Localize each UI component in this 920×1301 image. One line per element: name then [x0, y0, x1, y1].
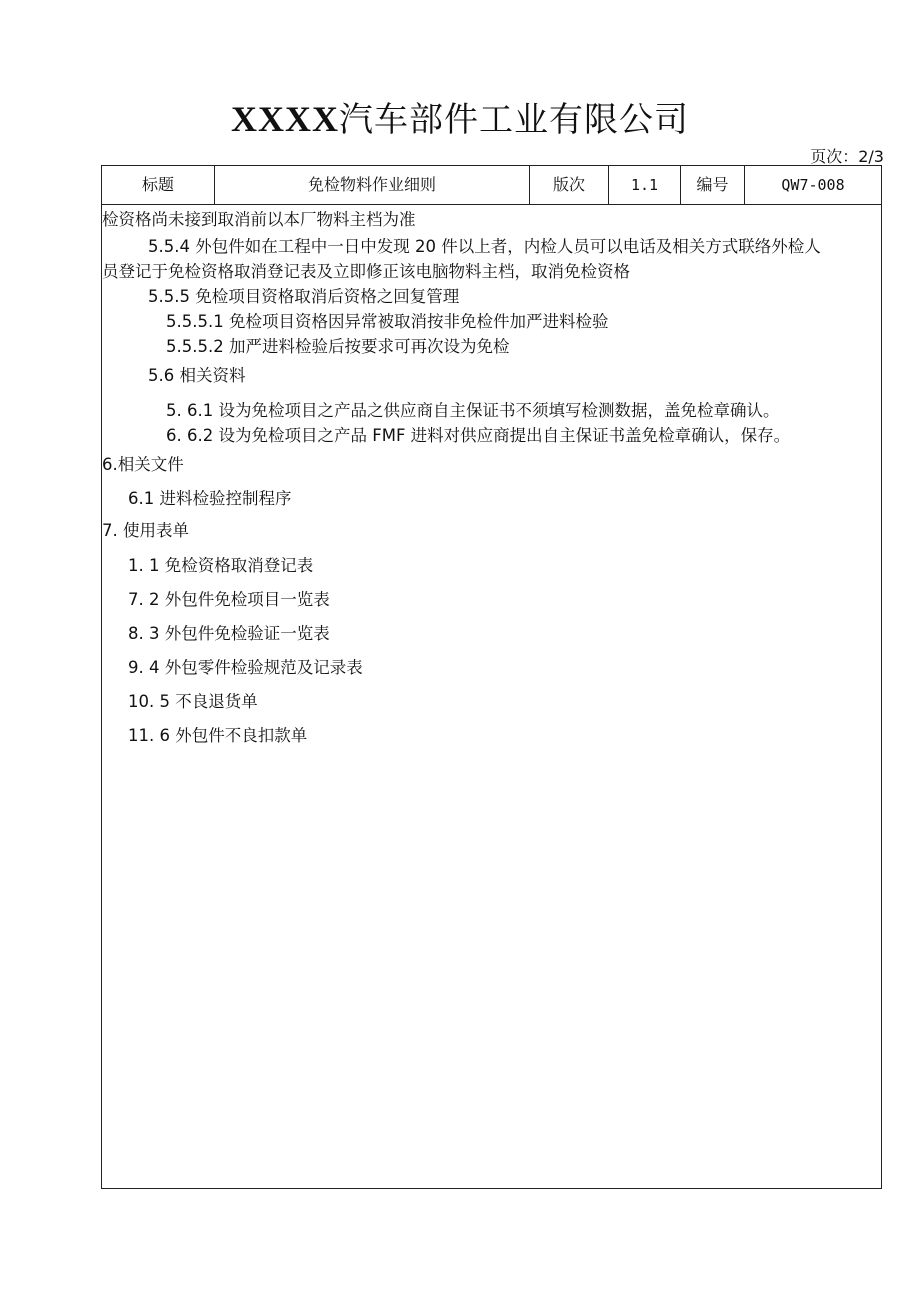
company-title [0, 92, 920, 141]
body-line: 5.6 相关资料 [148, 366, 246, 385]
body-line: 5. 6.1 设为免检项目之产品之供应商自主保证书不须填写检测数据，盖免检章确认。 [166, 401, 780, 420]
body-line: 11. 6 外包件不良扣款单 [128, 726, 308, 745]
body-line: 9. 4 外包零件检验规范及记录表 [128, 658, 363, 677]
body-line: 检资格尚未接到取消前以本厂物料主档为准 [102, 210, 416, 229]
body-line: 6.相关文件 [102, 455, 184, 474]
title-label: 标题 [102, 166, 215, 204]
body-line: 6.1 进料检验控制程序 [128, 489, 292, 508]
body-line: 员登记于免检资格取消登记表及立即修正该电脑物料主档，取消免检资格 [102, 262, 630, 281]
page-number: 页次：2/3 [810, 147, 884, 166]
document-frame [101, 165, 882, 1189]
title-value: 免检物料作业细则 [215, 166, 530, 204]
header-table [102, 166, 881, 205]
company-name: 汽车部件工业有限公司 [339, 100, 689, 140]
body-line: 10. 5 不良退货单 [128, 692, 258, 711]
company-prefix: XXXX [231, 99, 339, 139]
version-value: 1.1 [609, 166, 681, 204]
body-line: 7. 2 外包件免检项目一览表 [128, 590, 330, 609]
body-line: 5.5.5.1 免检项目资格因异常被取消按非免检件加严进料检验 [166, 312, 609, 331]
body-line: 6. 6.2 设为免检项目之产品 FMF 进料对供应商提出自主保证书盖免检章确认，保存。 [166, 426, 791, 445]
body-line: 1. 1 免检资格取消登记表 [128, 556, 314, 575]
body-line: 7. 使用表单 [102, 521, 189, 540]
body-line: 5.5.4 外包件如在工程中一日中发现 20 件以上者，内检人员可以电话及相关方式联络外检人 [148, 237, 821, 256]
body-line: 5.5.5 免检项目资格取消后资格之回复管理 [148, 287, 460, 306]
number-value: QW7-008 [781, 176, 845, 194]
body-line: 5.5.5.2 加严进料检验后按要求可再次设为免检 [166, 337, 510, 356]
number-label: 编号 [681, 166, 745, 204]
body-line: 8. 3 外包件免检验证一览表 [128, 624, 330, 643]
version-label: 版次 [530, 166, 609, 204]
